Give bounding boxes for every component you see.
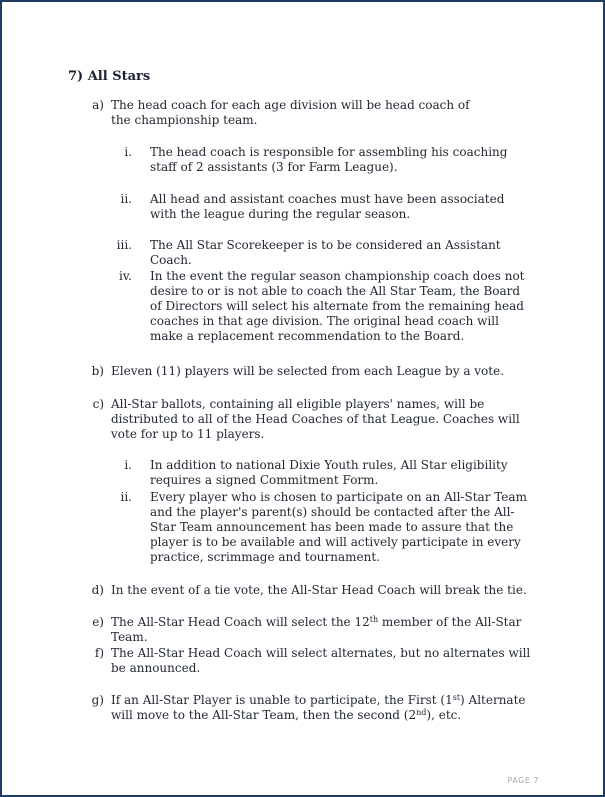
list-marker: a) (92, 98, 104, 112)
list-marker: b) (91, 364, 104, 378)
superscript: nd (416, 708, 427, 717)
list-text: All head and assistant coaches must have been associated with the league during the regular season. (150, 192, 505, 221)
list-marker: i. (124, 145, 132, 159)
text-segment: ) Alternate will move to the All-Star Team, then the second (2 (111, 693, 526, 722)
list-text: All-Star ballots, containing all eligible players' names, will be distributed to all of the Head Coaches of that League. Coaches will vote for up to 11 players. (111, 397, 520, 441)
list-marker: ii. (120, 192, 132, 206)
text-segment: If an All-Star Player is unable to participate, the First (1 (111, 693, 453, 707)
list-text: Eleven (11) players will be selected from each League by a vote. (111, 364, 505, 378)
list-text: In the event of a tie vote, the All-Star Head Coach will break the tie. (111, 583, 527, 597)
text-segment: The All-Star Head Coach will select the 12 (111, 615, 370, 629)
text-segment: member of the All-Star Team. (111, 615, 522, 644)
section-heading: 7) All Stars (68, 69, 151, 84)
list-marker: f) (94, 646, 104, 660)
list-text (111, 615, 551, 645)
list-marker: iii. (116, 238, 132, 252)
list-text: In the event the regular season championship coach does not desire to or is not able to coach the All Star Team, the Board of Directors will select his alternate from the remaining head coaches in that age division. The original head coach will make a replacement recommendation to the Board. (150, 269, 525, 343)
list-marker: e) (92, 615, 104, 629)
list-text: The All-Star Head Coach will select alternates, but no alternates will be announced. (111, 646, 531, 675)
list-text: The head coach is responsible for assembling his coaching staff of 2 assistants (3 for Farm League). (150, 145, 508, 174)
list-text: In addition to national Dixie Youth rules, All Star eligibility requires a signed Commitment Form. (150, 458, 508, 487)
superscript: th (369, 615, 379, 624)
list-marker: g) (91, 693, 104, 707)
list-text: The All Star Scorekeeper is to be considered an Assistant Coach. (150, 238, 501, 267)
list-text: Every player who is chosen to participate on an All-Star Team and the player's parent(s) should be contacted after the All-Star Team announcement has been made to assure that the player is to be available and will actively participate in every practice, scrimmage and tournament. (150, 490, 527, 564)
list-marker: i. (124, 458, 132, 472)
list-text (111, 693, 536, 723)
list-marker: d) (91, 583, 104, 597)
list-text: The head coach for each age division will be head coach of the championship team. (111, 98, 470, 127)
superscript: st (452, 693, 461, 702)
list-marker: iv. (118, 269, 132, 283)
list-marker: c) (92, 397, 104, 411)
text-segment: ), etc. (426, 708, 462, 722)
list-marker: ii. (120, 490, 132, 504)
page-number: PAGE 7 (507, 776, 539, 785)
